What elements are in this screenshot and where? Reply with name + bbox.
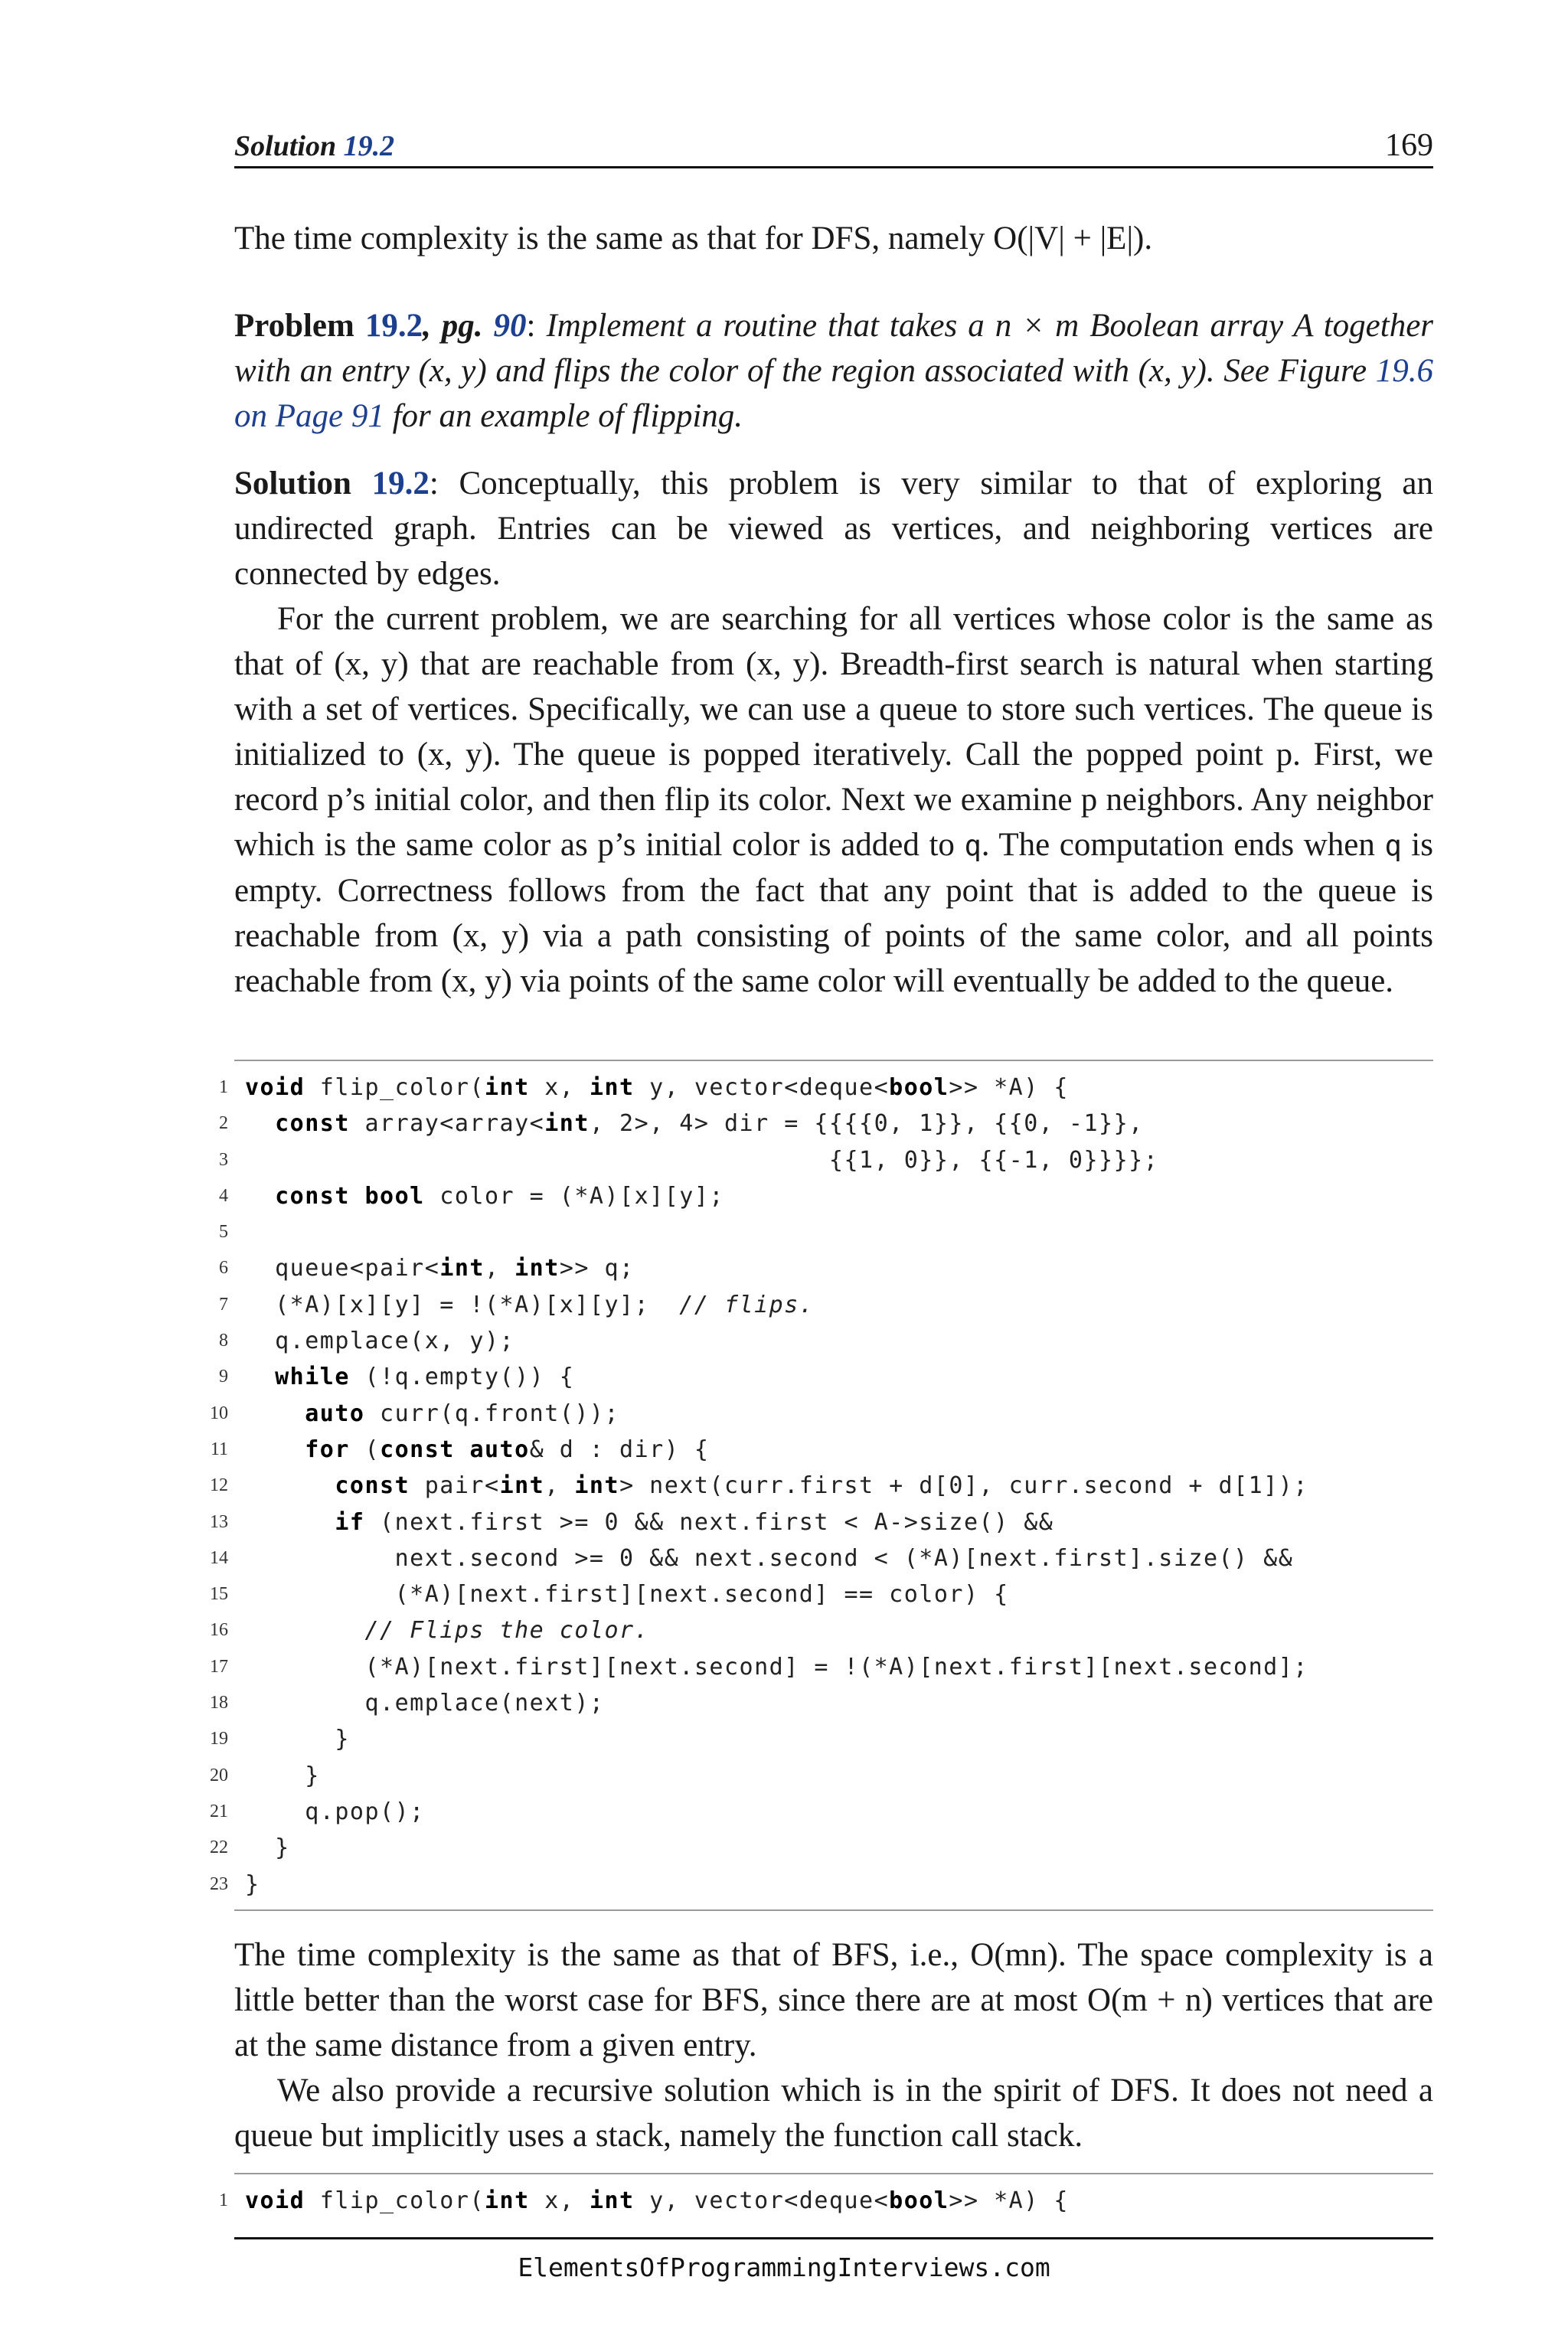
running-title-prefix: Solution [234,130,344,162]
intro-paragraph [234,216,1433,261]
code-text: next.second >= 0 && next.second < (*A)[next.first].size() && [245,1544,1294,1572]
line-number: 11 [210,1439,228,1459]
code-rule-bottom [234,1909,1433,1911]
code-text: void flip_color(int x, int y, vector<deque<bool>> *A) { [245,2187,1069,2214]
solution-para-2 [234,596,1433,1004]
code-line [205,1214,1433,1250]
code-line [205,1432,1433,1468]
code-text: const bool color = (*A)[x][y]; [275,1182,724,1210]
code-line [205,1794,1433,1830]
line-number: 8 [219,1331,228,1351]
code-line [205,1758,1433,1794]
running-title [234,129,394,163]
code-line [205,1504,1433,1540]
line-number: 15 [210,1584,228,1605]
code-line [205,1359,1433,1395]
problem-pg-label: , pg. [423,308,483,344]
code-text: q.pop(); [245,1798,425,1825]
problem-label: Problem [234,308,354,344]
inline-code-q: q [964,829,982,862]
code-text: const array<array<int, 2>, 4> dir = {{{{0, 1}}, {{0, -1}}, [275,1110,1144,1138]
solution-ref-link[interactable]: 19.2 [371,466,430,501]
solution-para-2-a: For the current problem, we are searching for all vertices whose color is the same as that of (x, y) that are reachable from (x, y). Breadth-first search is natural when starting with a set of vertices. Specifically, we can use a queue to store such vertices. The queue is initialized to (x, y). The queue is popped iteratively. Call the popped point p. First, we record p’s initial color, and then flip its color. Next we examine p neighbors. Any neighbor which is the same color as p’s initial color is added to [234,601,1433,863]
page-number: 169 [1385,128,1433,163]
solution-body [234,461,1433,1004]
code-text: const pair<int, int> next(curr.first + d[0], curr.second + d[1]); [335,1472,1308,1500]
code-line [205,1468,1433,1504]
line-number: 10 [210,1403,228,1423]
line-number: 5 [219,1222,228,1243]
line-number: 3 [219,1149,228,1170]
problem-ref-link[interactable]: 19.2 [364,308,423,344]
line-number: 19 [210,1729,228,1749]
line-number: 13 [210,1511,228,1532]
code-text: {{1, 0}}, {{-1, 0}}}}; [245,1146,1159,1174]
code-line [205,1612,1433,1648]
code-text: (*A)[next.first][next.second] = !(*A)[next.first][next.second]; [245,1653,1308,1681]
code-listing-bfs [205,1070,1433,1903]
code-line [205,1396,1433,1432]
code-line [205,1323,1433,1359]
line-number: 4 [219,1185,228,1206]
solution-para-1-text: Conceptually, this problem is very similar to that of exploring an undirected graph. Entries can be viewed as vertices, and neighboring vertices are connected by edges. [234,466,1434,592]
code-text: } [245,1834,290,1862]
code-listing-dfs [205,2183,1433,2219]
code-text: // Flips the color. [364,1617,650,1645]
code-line [205,1287,1433,1323]
figure-link[interactable]: 19.6 on Page 91 [234,353,1433,434]
running-title-link[interactable]: 19.2 [343,130,395,162]
solution-para-1: Solution 19.2: Conceptually, this problem is very similar to that of exploring an undirected graph. Entries can be viewed as vertices, and neighboring vertices are connected by edges. [234,466,1434,592]
code-text: } [245,1870,260,1898]
line-number: 9 [219,1367,228,1387]
code-rule-top [234,1060,1433,1061]
line-number: 12 [210,1475,228,1496]
code-line [205,1830,1433,1866]
solution-para-2-b: . The computation ends when [981,827,1385,863]
code-text: queue<pair<int, int>> q; [245,1255,635,1282]
code-line [205,1070,1433,1106]
line-number: 16 [210,1620,228,1641]
line-number: 18 [210,1693,228,1713]
line-number: 1 [219,2190,228,2210]
line-number: 22 [210,1838,228,1858]
line-number: 2 [219,1113,228,1134]
code-line [205,1649,1433,1685]
code-line [205,1142,1433,1178]
code-line [205,1250,1433,1286]
problem-text: Implement a routine that takes a n × m Boolean array A together with an entry (x, y) and flips the color of the region associated with (x, y). See Figure [234,308,1434,389]
code-text: q.emplace(next); [245,1690,605,1717]
line-number: 7 [219,1294,228,1315]
code-text: (*A)[next.first][next.second] == color) { [245,1581,1009,1609]
code-text: if (next.first >= 0 && next.first < A->size() && [335,1508,1054,1536]
code-text: } [245,1762,320,1789]
code-text: for (const auto& d : dir) { [305,1436,710,1463]
complexity-para: The time complexity is the same as that of BFS, i.e., O(mn). The space complexity is a little better than the worst case for BFS, since there are at most O(m + n) vertices that are at the same distance from a given entry. [234,1937,1433,2063]
intro-line: The time complexity is the same as that for DFS, namely O(|V| + |E|). [234,220,1153,256]
footer-site: ElementsOfProgrammingInterviews.com [518,2252,1050,2282]
line-number: 6 [219,1258,228,1279]
code-text: (*A)[x][y] = !(*A)[x][y]; // flips. [245,1291,815,1318]
code-line [205,1685,1433,1721]
footer-rule [234,2237,1433,2239]
code-line [205,1721,1433,1757]
code-text: while (!q.empty()) { [275,1364,575,1391]
line-number: 14 [210,1547,228,1568]
code-line [205,1106,1433,1142]
line-number: 17 [210,1656,228,1677]
line-number: 21 [210,1801,228,1821]
line-number: 1 [219,1077,228,1097]
solution-para-2-c: is empty. Correctness follows from the fact that any point that is added to the queue is reachable from (x, y) via a path consisting of points of the same color, and all points reachable from (x, y) via points of the same color will eventually be added to the queue. [234,827,1433,999]
problem-statement: Problem 19.2, pg. 90: Implement a routine that takes a n × m Boolean array A together with an entry (x, y) and flips the color of the region associated with (x, y). See Figure 19.6 on Page 91 for an example of flipping. [234,308,1434,434]
line-number: 20 [210,1765,228,1785]
code-text: auto curr(q.front()); [305,1400,620,1427]
code-text: q.emplace(x, y); [245,1328,515,1355]
line-number: 23 [210,1873,228,1894]
inline-code-q: q [1384,829,1402,862]
solution-label: Solution [234,466,351,501]
recursive-intro-para: We also provide a recursive solution which is in the spirit of DFS. It does not need a queue but implicitly uses a stack, namely the function call stack. [234,2073,1433,2154]
page-header [234,124,1433,168]
code-text: } [245,1726,350,1753]
code-line [205,1178,1433,1214]
problem-text-end: for an example of flipping. [384,398,743,434]
code2-rule-top [234,2173,1433,2174]
complexity-discussion [234,1932,1433,2158]
problem-page-link[interactable]: 90 [493,308,527,344]
code-text: void flip_color(int x, int y, vector<deque<bool>> *A) { [245,1074,1069,1101]
code-line [205,2183,1433,2219]
code-line [205,1867,1433,1903]
code-line [205,1576,1433,1612]
code-line [205,1540,1433,1576]
